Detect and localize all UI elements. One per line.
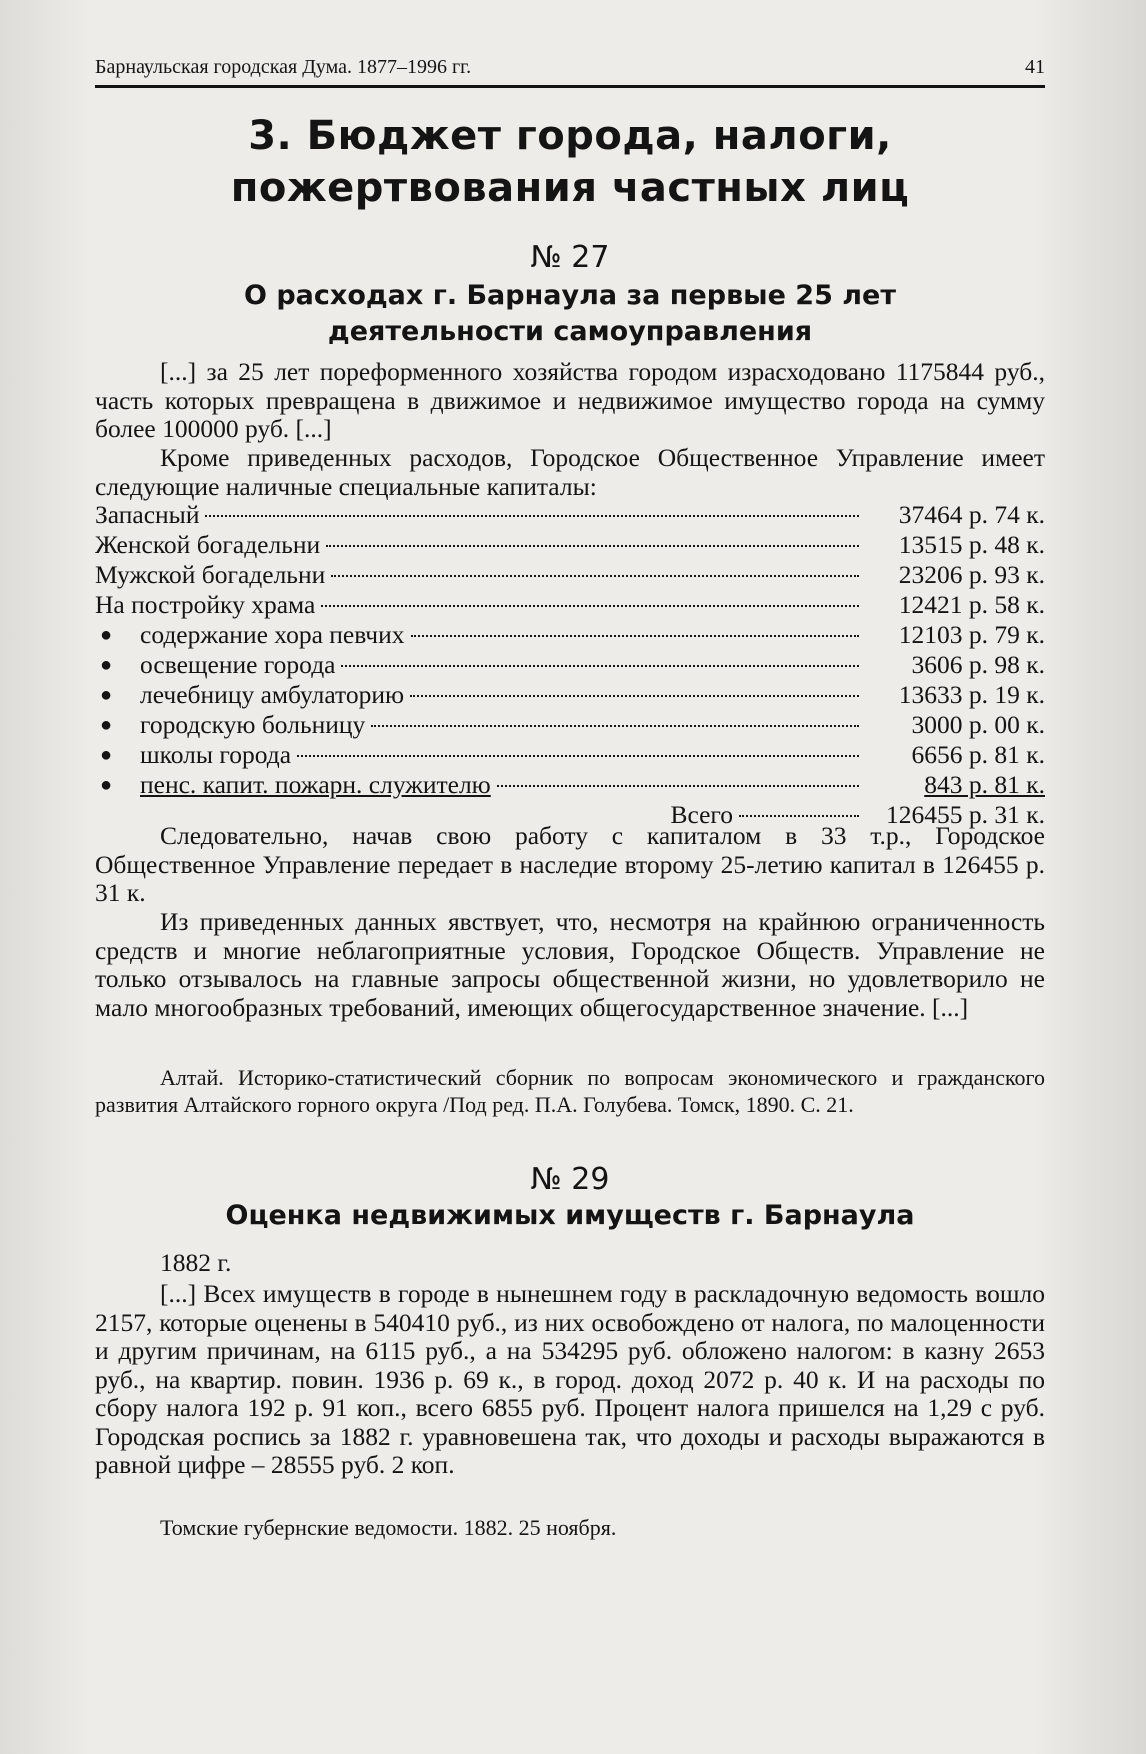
doc27-source: Алтай. Историко-статистический сборник по вопросам экономического и гражданского развития Алтайского горного округа /Под ред. П.А. Голубева. Томск, 1890. С. 21.	[95, 1065, 1045, 1117]
section-title	[95, 110, 1045, 214]
capital-row: Мужской богадельни 23206 р. 93 к.	[95, 560, 1045, 589]
capital-row: Женской богадельни 13515 р. 48 к.	[95, 530, 1045, 559]
sub-capital-row: ● освещение города 3606 р. 98 к.	[100, 650, 1045, 679]
sub-capital-row: ● лечебницу амбулаторию 13633 р. 19 к.	[100, 680, 1045, 709]
section-title-line-1: 3. Бюджет города, налоги,	[248, 113, 892, 159]
doc29-source: Томские губернские ведомости. 1882. 25 ноября.	[160, 1515, 617, 1540]
capital-row: Запасный 37464 р. 74 к.	[95, 500, 1045, 529]
capitals-list	[95, 500, 1045, 830]
bullet-icon: ●	[100, 744, 113, 766]
sub-capital-row: ● школы города 6656 р. 81 к.	[100, 740, 1045, 769]
doc29-title: Оценка недвижимых имуществ г. Барнаула	[225, 1200, 915, 1231]
bullet-icon: ●	[100, 774, 113, 796]
page-header	[95, 56, 1045, 88]
total-value: 126455 р. 31 к.	[885, 800, 1045, 829]
doc29-date: 1882 г.	[160, 1248, 232, 1277]
page-number: 41	[1025, 56, 1045, 78]
doc27-paragraph-4: Из приведенных данных явствует, что, несмотря на крайнюю ограниченность средств и многие неблагоприятные условия, Городское Обществ. Управление не только отзывалось на главные запросы общественной жизни, но удовлетворило не мало многообразных требований, имеющих общегосударственное значение. [...]	[95, 907, 1045, 1022]
total-label: Всего	[670, 800, 733, 829]
doc27-paragraph-3: Следовательно, начав свою работу с капиталом в 33 т.р., Городское Общественное Управление передает в наследие второму 25-летию капитал в 126455 р. 31 к.	[95, 821, 1045, 907]
doc27-paragraph-1: [...] за 25 лет пореформенного хозяйства городом израсходовано 1175844 руб., часть которых превращена в движимое и недвижимое имущество города на сумму более 100000 руб. [...]	[95, 357, 1045, 443]
sub-capital-row: ● пенс. капит. пожарн. служителю 843 р. 81 к.	[100, 770, 1045, 799]
doc27-paragraph-2: Кроме приведенных расходов, Городское Общественное Управление имеет следующие наличные специальные капиталы:	[95, 443, 1045, 501]
section-title-line-2: пожертвования частных лиц	[230, 165, 910, 211]
doc27-title	[95, 278, 1045, 350]
doc29-number: № 29	[530, 1162, 610, 1197]
bullet-icon: ●	[100, 714, 113, 736]
doc27-number: № 27	[530, 240, 610, 275]
sub-capital-row: ● городскую больницу 3000 р. 00 к.	[100, 710, 1045, 739]
doc27-title-line-1: О расходах г. Барнаула за первые 25 лет	[244, 280, 896, 311]
bullet-icon: ●	[100, 624, 113, 646]
sub-capital-row: ● содержание хора певчих 12103 р. 79 к.	[100, 620, 1045, 649]
bullet-icon: ●	[100, 684, 113, 706]
doc29-paragraph-1: [...] Всех имуществ в городе в нынешнем году в раскладочную ведомость вошло 2157, которые оценены в 540410 руб., из них освобождено от налога, по малоценности и другим причинам, на 6115 руб., а на 534295 руб. обложено налогом: в казну 2653 руб., на квартир. повин. 1936 р. 69 к., в город. доход 2072 р. 40 к. И на расходы по сбору налога 192 р. 91 коп., всего 6855 руб. Процент налога пришелся на 1,29 с руб. Городская роспись за 1882 г. уравновешена так, что доходы и расходы выражаются в равной цифре – 28555 руб. 2 коп.	[95, 1279, 1045, 1479]
running-title: Барнаульская городская Дума. 1877–1996 гг.	[95, 56, 472, 78]
bullet-icon: ●	[100, 654, 113, 676]
capital-row: На постройку храма 12421 р. 58 к.	[95, 590, 1045, 619]
doc27-title-line-2: деятельности самоуправления	[327, 316, 813, 347]
